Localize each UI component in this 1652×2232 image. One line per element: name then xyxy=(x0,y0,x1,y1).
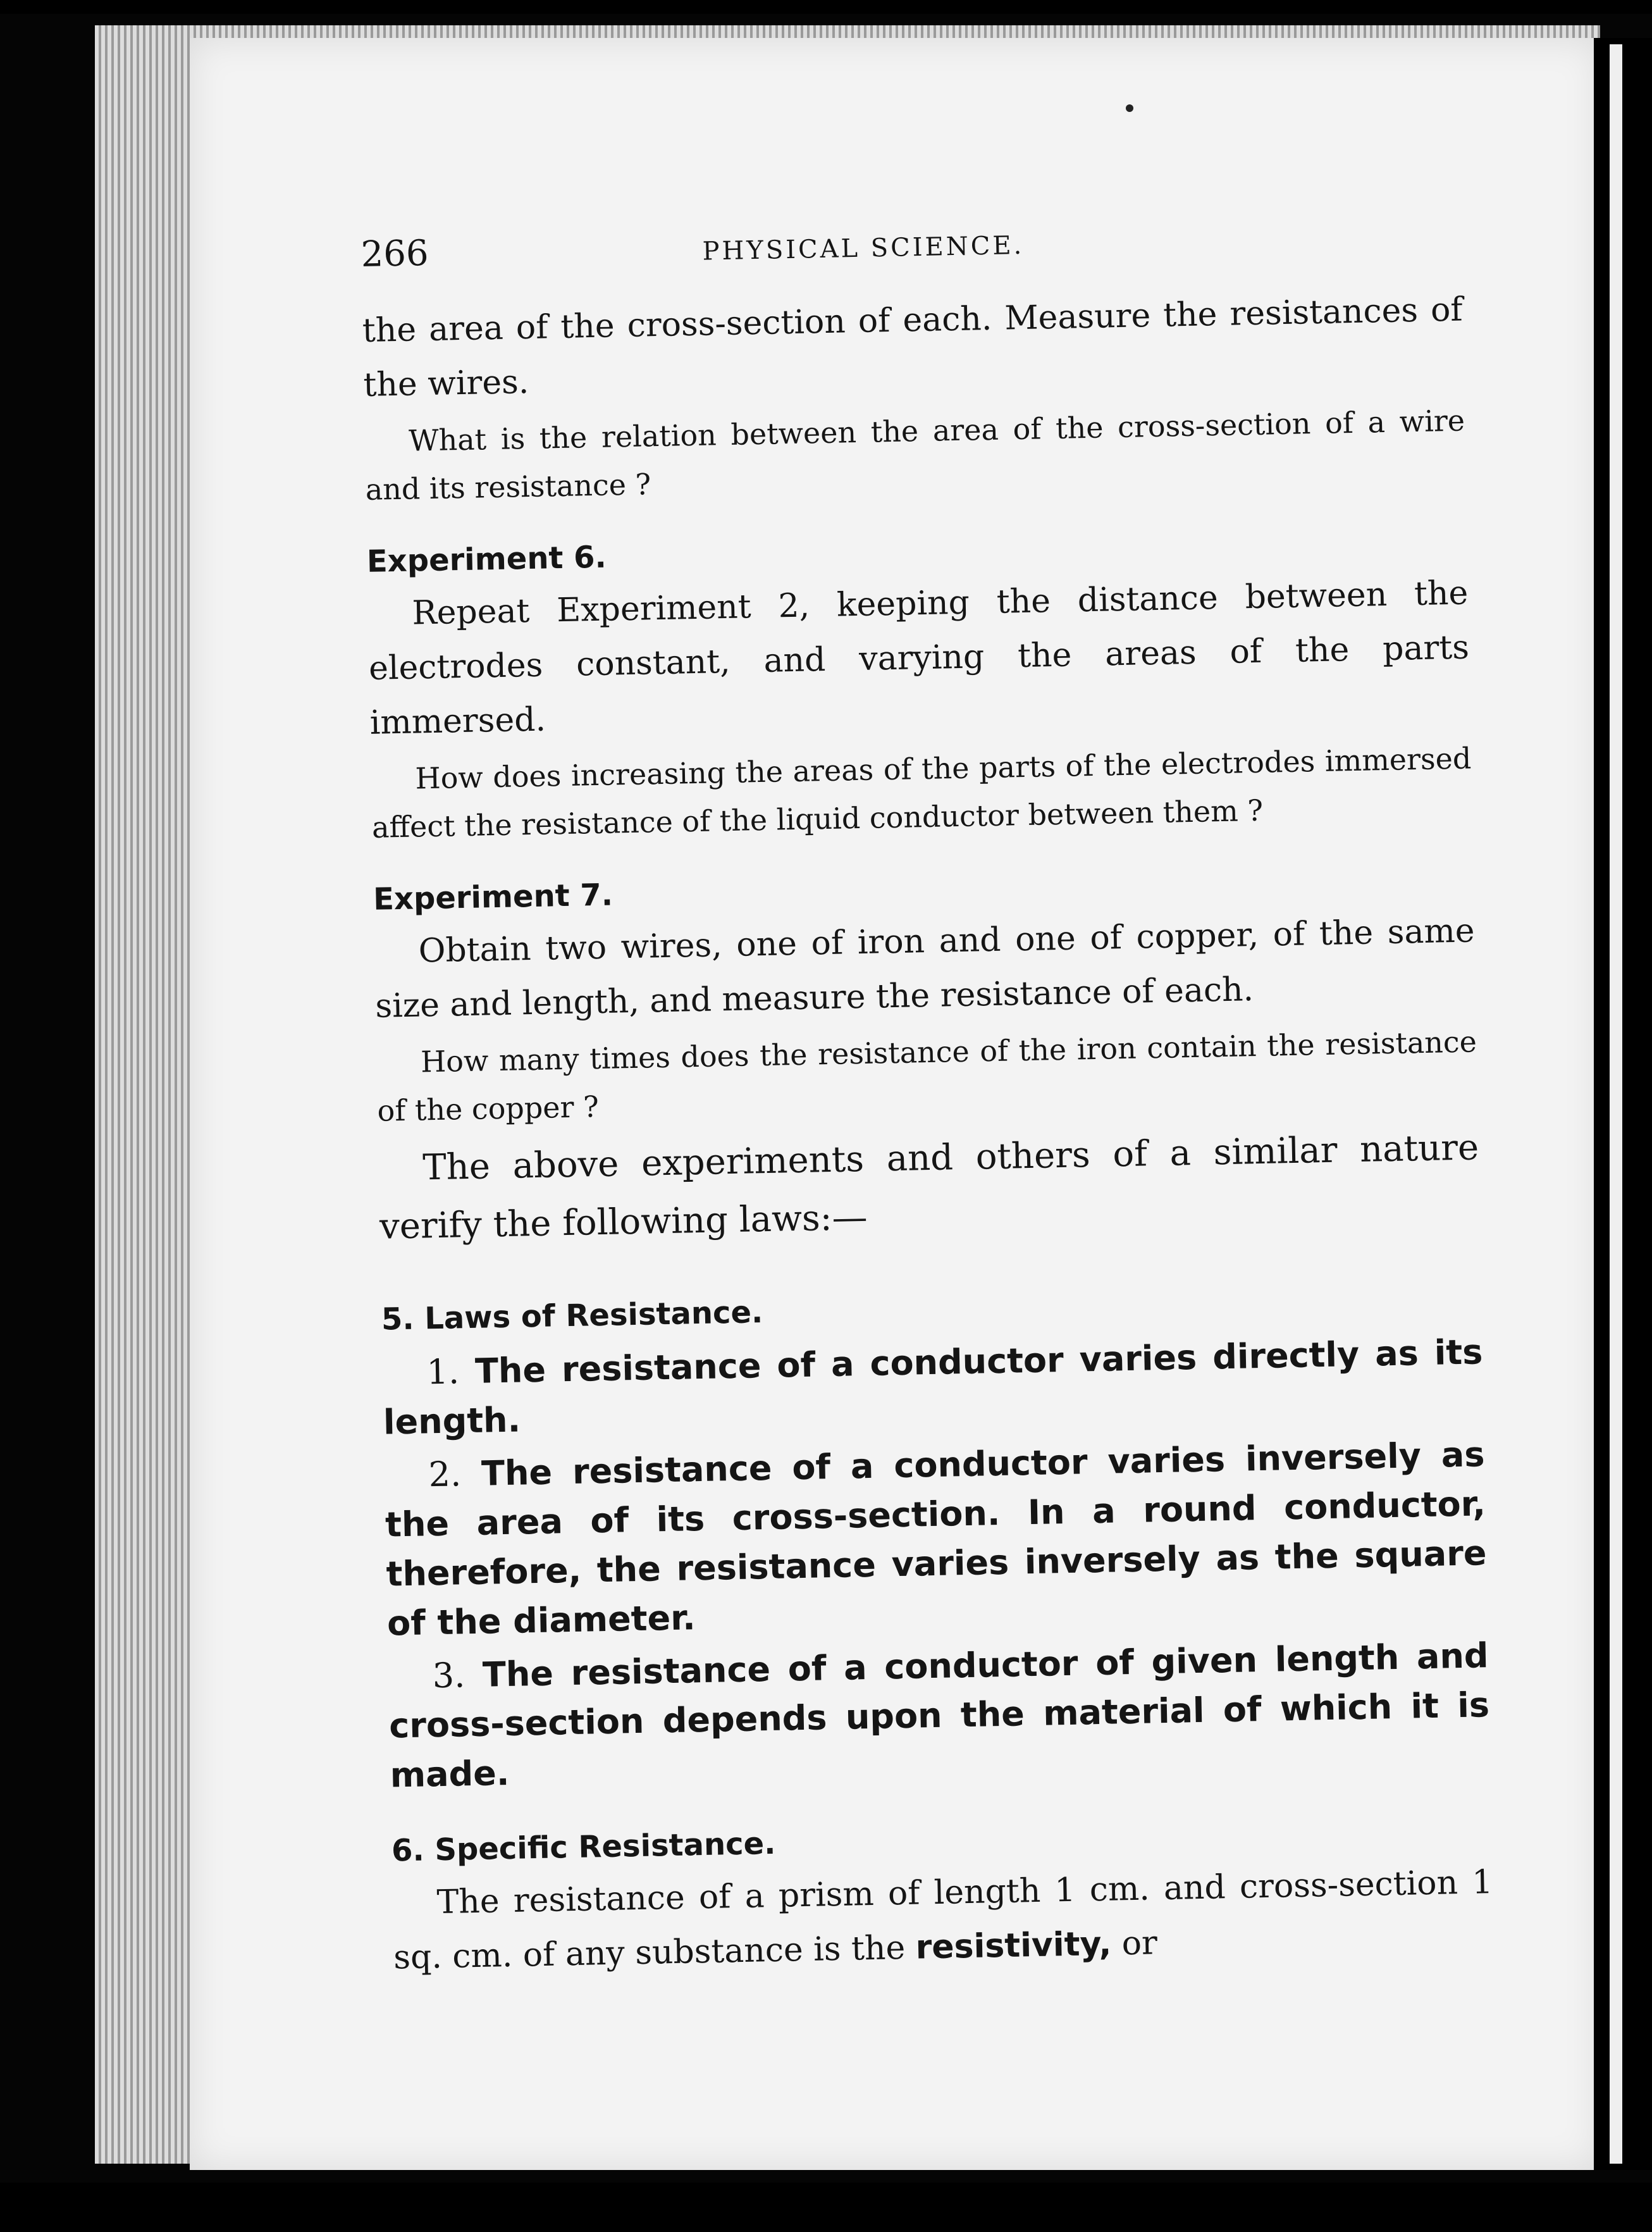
intro-paragraph: the area of the cross-section of each. Measure the resistances of the wires. xyxy=(362,290,1464,404)
section-5-heading: 5. Laws of Resistance. xyxy=(381,1294,763,1337)
section-6-heading: 6. Specific Resistance. xyxy=(391,1825,776,1869)
law-2-number: 2. xyxy=(428,1454,462,1495)
law-2-text: The resistance of a conductor varies inversely as the area of its cross-section. In a round conductor, therefore, the resistance varies inversely as the square of the diameter. xyxy=(385,1434,1487,1644)
summary-paragraph: The above experiments and others of a similar nature verify the following laws:— xyxy=(379,1127,1479,1248)
speck xyxy=(1126,104,1133,112)
law-3-number: 3. xyxy=(432,1655,465,1696)
scan-border-bottom xyxy=(0,2183,1652,2232)
experiment-7-text: Obtain two wires, one of iron and one of copper, of the same size and length, and measure the resistance of each. xyxy=(374,912,1476,1026)
law-1 xyxy=(382,1327,1484,1447)
section-6-text-after: or xyxy=(1121,1924,1158,1963)
scan-border-right xyxy=(1594,38,1652,2170)
intro-question: What is the relation between the area of the cross-section of a wire and its resistance ? xyxy=(365,403,1465,507)
running-head: PHYSICAL SCIENCE. xyxy=(702,230,1025,266)
experiment-6-question: How does increasing the areas of the parts of the electrodes immersed affect the resistance of the liquid conductor between them ? xyxy=(371,741,1472,845)
section-6-text xyxy=(392,1855,1495,1985)
section-6-text-before: The resistance of a prism of length 1 cm. and cross-section 1 sq. cm. of any substance is the xyxy=(393,1863,1493,1977)
page-content xyxy=(361,213,1495,1985)
law-1-number: 1. xyxy=(426,1351,460,1392)
scan-border-top xyxy=(0,0,1652,14)
law-3 xyxy=(388,1631,1491,1800)
page-number: 266 xyxy=(361,232,429,275)
adjacent-page-edge xyxy=(1610,44,1622,2164)
experiment-6-heading: Experiment 6. xyxy=(366,539,607,580)
law-3-text: The resistance of a conductor of given length and cross-section depends upon the material of which it is made. xyxy=(388,1635,1490,1795)
law-2 xyxy=(384,1430,1488,1648)
experiment-6-text: Repeat Experiment 2, keeping the distance between the electrodes constant, and varying the areas of the parts immersed. xyxy=(368,574,1470,742)
experiment-7-heading: Experiment 7. xyxy=(373,877,613,917)
experiment-7-question: How many times does the resistance of the iron contain the resistance of the copper ? xyxy=(377,1024,1477,1128)
resistivity-term: resistivity, xyxy=(915,1925,1112,1967)
law-1-text: The resistance of a conductor varies directly as its length. xyxy=(383,1332,1483,1442)
